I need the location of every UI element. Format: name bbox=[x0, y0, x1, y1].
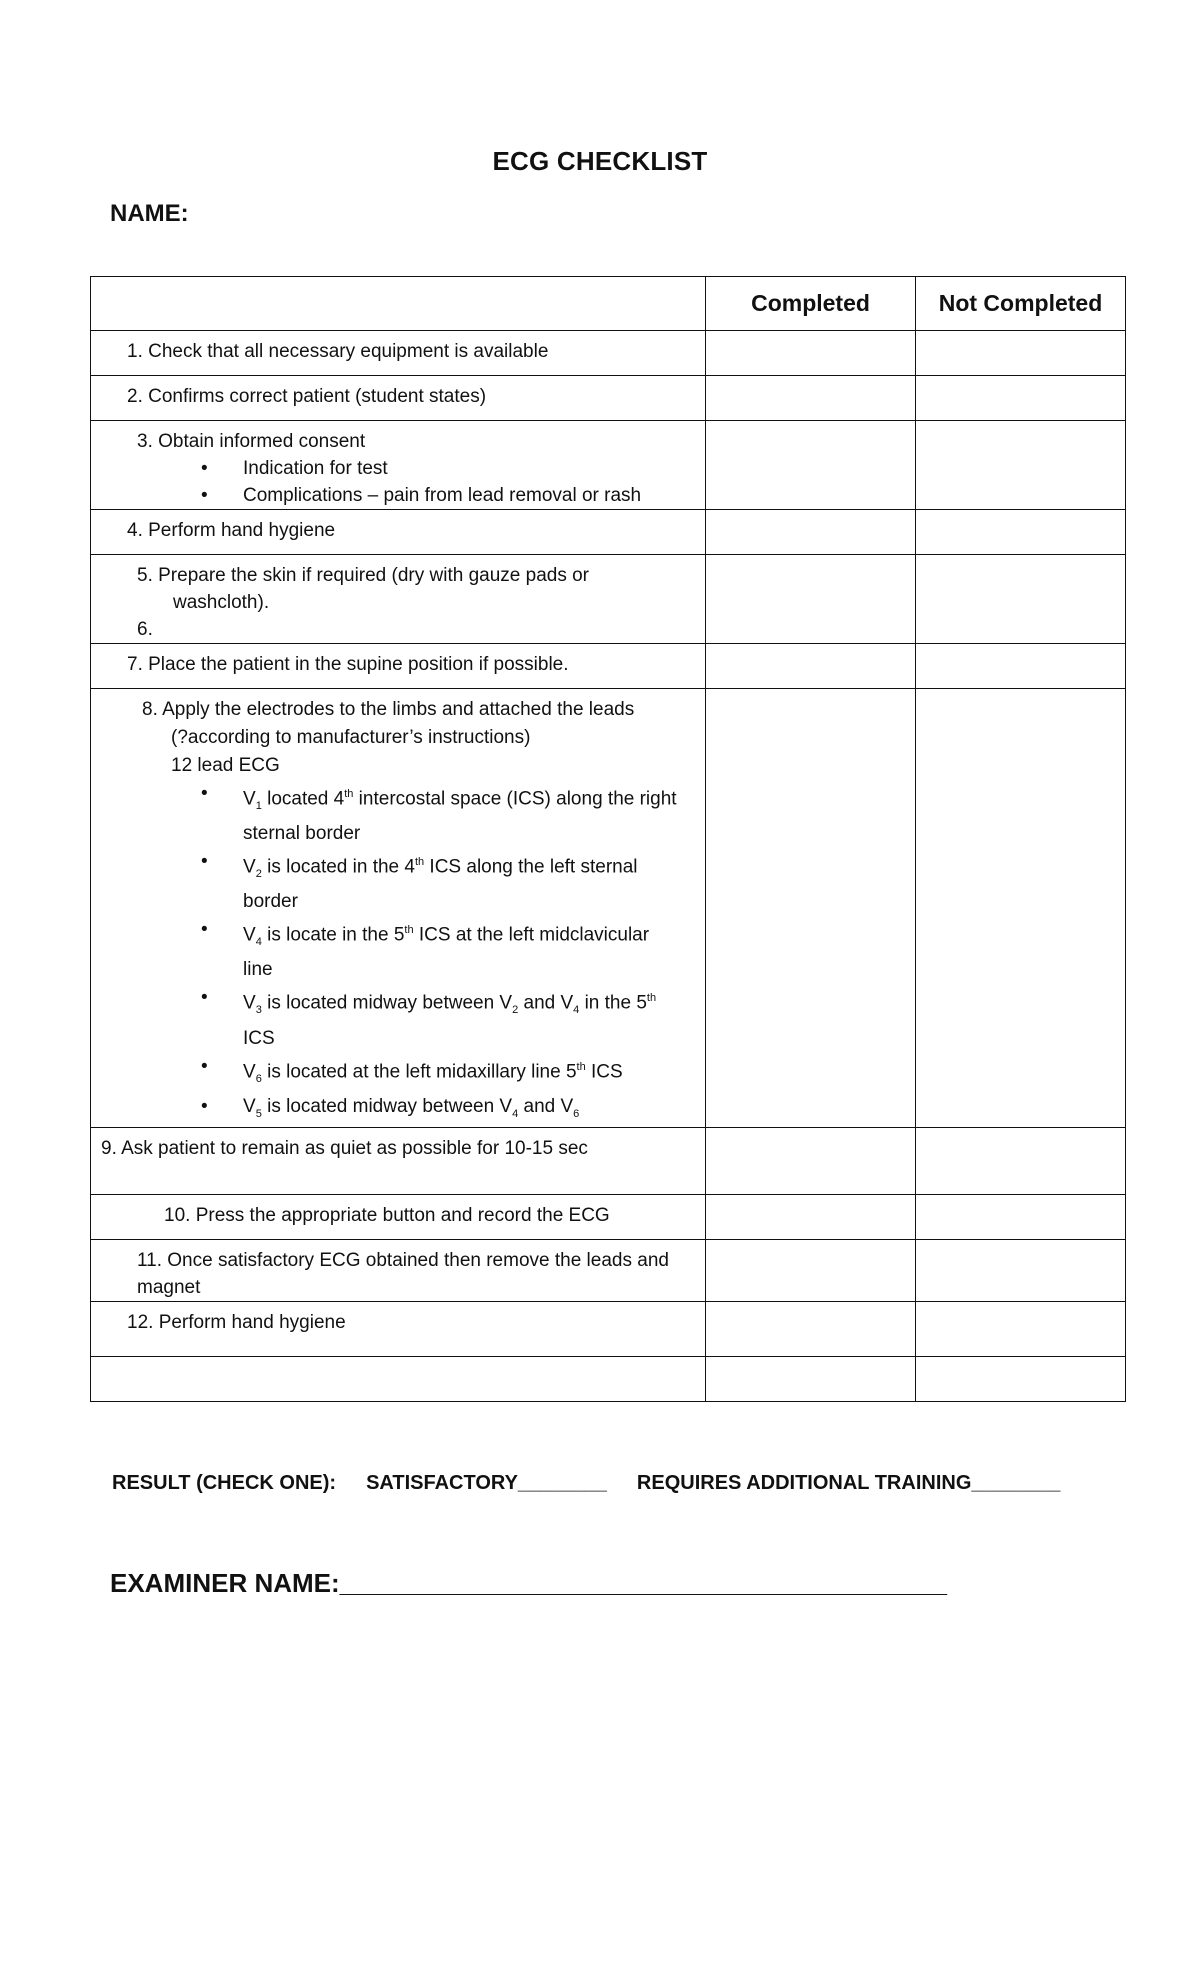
header-completed: Completed bbox=[706, 277, 916, 331]
list-item: • Indication for test bbox=[201, 458, 388, 479]
not-completed-cell[interactable] bbox=[916, 331, 1126, 376]
table-row bbox=[91, 1240, 1126, 1302]
table-row bbox=[91, 644, 1126, 689]
result-line bbox=[112, 1472, 1060, 1495]
table-row bbox=[91, 1128, 1126, 1195]
not-completed-cell[interactable] bbox=[916, 376, 1126, 421]
step-9: 9. Ask patient to remain as quiet as possible for 10-15 sec bbox=[101, 1138, 588, 1160]
step-5-continued: washcloth). bbox=[173, 592, 270, 613]
step-7: 7. Place the patient in the supine position if possible. bbox=[127, 654, 569, 675]
not-completed-cell[interactable] bbox=[916, 689, 1126, 1128]
lead-v1: • $V_1$ located 4th intercostal space (ICS) along the right sternal border bbox=[201, 783, 677, 845]
table-row bbox=[91, 555, 1126, 644]
requires-training-option[interactable]: REQUIRES ADDITIONAL TRAINING________ bbox=[636, 1472, 1061, 1494]
not-completed-cell[interactable] bbox=[916, 421, 1126, 510]
not-completed-cell[interactable] bbox=[916, 1240, 1126, 1302]
lead-v3: • $V_3$ is located midway between $V_2$ and $V_4$ in the 5th ICS bbox=[201, 987, 657, 1049]
step-8-note: (?according to manufacturer’s instructions) bbox=[171, 727, 531, 748]
table-row bbox=[91, 1195, 1126, 1240]
not-completed-cell[interactable] bbox=[916, 510, 1126, 555]
completed-cell[interactable] bbox=[706, 1128, 916, 1195]
table-row bbox=[91, 1302, 1126, 1357]
completed-cell[interactable] bbox=[706, 1302, 916, 1357]
step-1: 1. Check that all necessary equipment is available bbox=[127, 341, 549, 362]
examiner-name-field[interactable]: EXAMINER NAME:__________________________________________ bbox=[110, 1568, 947, 1598]
step-8-subtitle: 12 lead ECG bbox=[171, 755, 280, 776]
header-not-completed: Not Completed bbox=[916, 277, 1126, 331]
completed-cell[interactable] bbox=[706, 644, 916, 689]
table-row bbox=[91, 421, 1126, 510]
not-completed-cell[interactable] bbox=[916, 1357, 1126, 1402]
not-completed-cell[interactable] bbox=[916, 1302, 1126, 1357]
list-item: • Complications – pain from lead removal or rash bbox=[201, 485, 642, 506]
empty-step-cell bbox=[91, 1357, 706, 1402]
step-12: 12. Perform hand hygiene bbox=[127, 1312, 346, 1334]
completed-cell[interactable] bbox=[706, 1195, 916, 1240]
not-completed-cell[interactable] bbox=[916, 1195, 1126, 1240]
step-2: 2. Confirms correct patient (student states) bbox=[127, 386, 487, 407]
completed-cell[interactable] bbox=[706, 1357, 916, 1402]
lead-v4: • $V_4$ is locate in the 5th ICS at the left midclavicular line bbox=[201, 919, 650, 981]
table-row bbox=[91, 510, 1126, 555]
step-11-continued: magnet bbox=[137, 1277, 201, 1299]
completed-cell[interactable] bbox=[706, 1240, 916, 1302]
lead-v2: • $V_2$ is located in the 4th ICS along the left sternal border bbox=[201, 851, 638, 913]
page-title: ECG CHECKLIST bbox=[492, 146, 708, 176]
completed-cell[interactable] bbox=[706, 331, 916, 376]
completed-cell[interactable] bbox=[706, 376, 916, 421]
step-6: 6. bbox=[137, 619, 153, 640]
not-completed-cell[interactable] bbox=[916, 644, 1126, 689]
completed-cell[interactable] bbox=[706, 689, 916, 1128]
satisfactory-option[interactable]: SATISFACTORY________ bbox=[366, 1472, 607, 1494]
step-10: 10. Press the appropriate button and record the ECG bbox=[164, 1205, 610, 1227]
checklist-table bbox=[90, 276, 1126, 1402]
table-row bbox=[91, 331, 1126, 376]
name-label: NAME: bbox=[110, 200, 189, 227]
step-5: 5. Prepare the skin if required (dry with gauze pads or bbox=[137, 565, 590, 586]
completed-cell[interactable] bbox=[706, 421, 916, 510]
header-row bbox=[91, 277, 1126, 331]
lead-v5: • $V_5$ is located midway between $V_4$ and $V_6$ bbox=[201, 1095, 580, 1120]
table-row bbox=[91, 689, 1126, 1128]
not-completed-cell[interactable] bbox=[916, 555, 1126, 644]
step-3: 3. Obtain informed consent bbox=[137, 431, 366, 452]
table-row bbox=[91, 376, 1126, 421]
step-4: 4. Perform hand hygiene bbox=[127, 520, 336, 541]
completed-cell[interactable] bbox=[706, 510, 916, 555]
step-8: 8. Apply the electrodes to the limbs and attached the leads bbox=[142, 699, 635, 720]
completed-cell[interactable] bbox=[706, 555, 916, 644]
table-row bbox=[91, 1357, 1126, 1402]
not-completed-cell[interactable] bbox=[916, 1128, 1126, 1195]
step-11: 11. Once satisfactory ECG obtained then remove the leads and bbox=[137, 1250, 669, 1272]
result-label: RESULT (CHECK ONE): bbox=[112, 1472, 337, 1494]
lead-v6: • $V_6$ is located at the left midaxillary line 5th ICS bbox=[201, 1055, 623, 1085]
header-step-cell bbox=[91, 277, 706, 331]
